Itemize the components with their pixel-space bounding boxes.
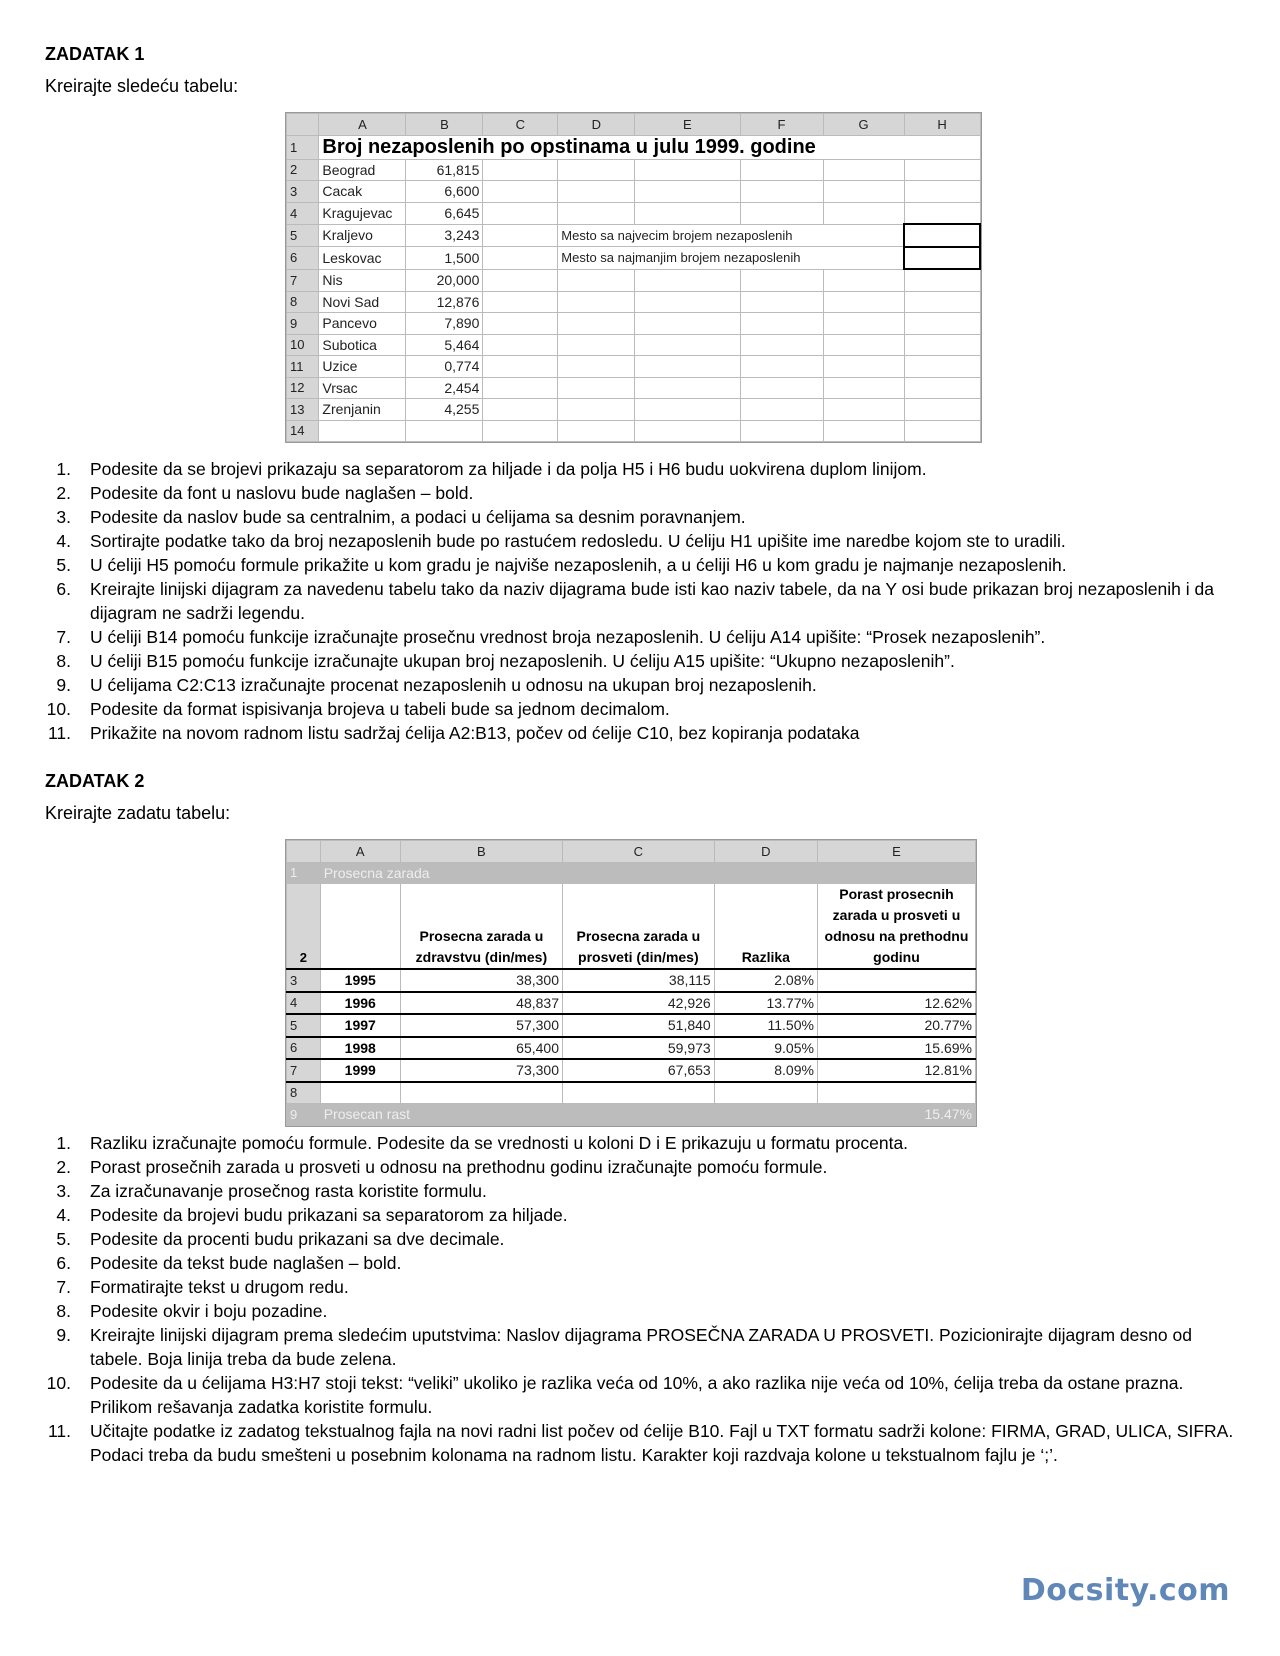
row-number: 6 [287, 1037, 321, 1060]
table-row [287, 202, 981, 224]
column-header [287, 841, 321, 863]
city-cell: Kraljevo [319, 224, 406, 247]
item-text: Kreirajte linijski dijagram za navedenu tabelu tako da naziv dijagrama bude isti kao naziv tabele, da na Y osi bude prikazan broj nezaposlenih i da dijagram ne sadrži legendu. [90, 579, 1214, 623]
table-row [287, 992, 976, 1015]
spreadsheet-2 [285, 839, 977, 1127]
item-number: 6. [56, 579, 71, 599]
item-number: 10. [46, 1372, 71, 1393]
column-header: A [320, 841, 400, 863]
row-number: 13 [287, 399, 319, 421]
value-cell: 2,454 [406, 377, 483, 399]
instruction-item [45, 1275, 1245, 1299]
item-number: 2. [56, 1156, 71, 1177]
instruction-item [45, 1251, 1245, 1275]
row-number: 12 [287, 377, 319, 399]
item-text: Podesite da brojevi budu prikazani sa separatorom za hiljade. [90, 1204, 568, 1225]
task2-heading: ZADATAK 2 [45, 771, 145, 791]
item-text: Učitajte podatke iz zadatog tekstualnog fajla na novi radni list počev od ćelije B10. Fajl u TXT formatu sadrži kolone: FIRMA, GRAD, ULICA, SIFRA. Podaci treba da budu smešteni u posebnim kolonama na radnom listu. Karakter koji razdvaja kolone u tekstualnom fajlu je ‘;’. [90, 1420, 1234, 1465]
instruction-item [45, 457, 1245, 481]
instruction-item [45, 625, 1245, 649]
city-cell: Nis [319, 269, 406, 291]
table-row [287, 969, 976, 992]
value-cell: 12,876 [406, 291, 483, 313]
row-number: 10 [287, 334, 319, 356]
city-cell: Kragujevac [319, 202, 406, 224]
item-number: 3. [56, 507, 71, 527]
column-header [287, 114, 319, 136]
instruction-item [45, 1203, 1245, 1227]
value-cell: 0,774 [406, 356, 483, 378]
value-cell: 5,464 [406, 334, 483, 356]
avg-label: Prosecan rast [320, 1104, 817, 1126]
row-number: 3 [287, 181, 319, 203]
city-cell: Zrenjanin [319, 399, 406, 421]
row-number: 6 [287, 247, 319, 270]
instruction-item [45, 481, 1245, 505]
item-number: 4. [56, 531, 71, 551]
zdravstvo-cell: 65,400 [400, 1037, 562, 1060]
item-text: Podesite da naslov bude sa centralnim, a podaci u ćelijama sa desnim poravnanjem. [90, 507, 746, 527]
column-header: F [740, 114, 823, 136]
task1-intro: Kreirajte sledeću tabelu: [45, 76, 239, 96]
cell-h6 [904, 247, 980, 270]
column-header: G [823, 114, 904, 136]
cell-h5 [904, 224, 980, 247]
prosveta-cell: 59,973 [563, 1037, 715, 1060]
item-text: U ćeliji B15 pomoću funkcije izračunajte ukupan broj nezaposlenih. U ćeliju A15 upišite: “Ukupno nezaposlenih”. [90, 651, 955, 671]
item-text: Za izračunavanje prosečnog rasta koristite formulu. [90, 1180, 487, 1201]
docsity-logo: Docsity.com [1020, 1573, 1230, 1608]
razlika-cell: 13.77% [714, 992, 817, 1015]
instruction-item [45, 529, 1245, 553]
value-cell: 1,500 [406, 247, 483, 270]
item-text: Porast prosečnih zarada u prosveti u odnosu na prethodnu godinu izračunajte pomoću formule. [90, 1156, 828, 1177]
column-header: E [635, 114, 740, 136]
prosveta-cell: 67,653 [563, 1059, 715, 1082]
item-text: Podesite da u ćelijama H3:H7 stoji tekst: “veliki” ukoliko je razlika veća od 10%, a ako razlika nije veća od 10%, ćelija treba da ostane prazna. Prilikom rešavanja zadatka koristite formulu. [90, 1372, 1184, 1417]
item-number: 1. [56, 1132, 71, 1153]
value-cell: 61,815 [406, 159, 483, 181]
instruction-item [45, 1419, 1245, 1467]
zdravstvo-cell: 38,300 [400, 969, 562, 992]
item-number: 6. [56, 1252, 71, 1273]
zdravstvo-cell: 48,837 [400, 992, 562, 1015]
row-number: 3 [287, 969, 321, 992]
row-number: 11 [287, 356, 319, 378]
item-text: Prikažite na novom radnom listu sadržaj ćelija A2:B13, počev od ćelije C10, bez kopiranja podataka [90, 723, 860, 743]
table-row [287, 181, 981, 203]
item-number: 8. [56, 1300, 71, 1321]
instruction-item [45, 673, 1245, 697]
table-row [287, 377, 981, 399]
task2-instructions [45, 1131, 1245, 1467]
column-header-row [287, 841, 976, 863]
item-text: Razliku izračunajte pomoću formule. Podesite da se vrednosti u koloni D i E prikazuju u formatu procenta. [90, 1132, 909, 1153]
row-number: 4 [287, 202, 319, 224]
instruction-item [45, 505, 1245, 529]
column-header: C [483, 114, 558, 136]
item-text: U ćelijama C2:C13 izračunajte procenat nezaposlenih u odnosu na ukupan broj nezaposlenih. [90, 675, 817, 695]
row-number: 14 [287, 420, 319, 442]
razlika-cell: 11.50% [714, 1014, 817, 1037]
row-number: 5 [287, 224, 319, 247]
year-cell: 1999 [320, 1059, 400, 1082]
row-number: 9 [287, 313, 319, 335]
column-header-row [287, 114, 981, 136]
city-cell: Uzice [319, 356, 406, 378]
item-number: 11. [47, 723, 71, 743]
row-number: 7 [287, 269, 319, 291]
column-header: E [817, 841, 975, 863]
row-number: 4 [287, 992, 321, 1015]
table-row [287, 1059, 976, 1082]
table-row [287, 269, 981, 291]
task2-intro: Kreirajte zadatu tabelu: [45, 803, 231, 823]
value-cell: 3,243 [406, 224, 483, 247]
row-number: 1 [287, 135, 319, 159]
label-min: Mesto sa najmanjim brojem nezaposlenih [558, 247, 904, 270]
porast-cell [817, 969, 975, 992]
header-porast: Porast prosecnih zarada u prosveti u odnosu na prethodnu godinu [817, 884, 975, 970]
label-max: Mesto sa najvecim brojem nezaposlenih [558, 224, 904, 247]
zdravstvo-cell: 57,300 [400, 1014, 562, 1037]
row-number: 5 [287, 1014, 321, 1037]
city-cell: Leskovac [319, 247, 406, 270]
value-cell: 6,600 [406, 181, 483, 203]
table-row [287, 334, 981, 356]
city-cell: Novi Sad [319, 291, 406, 313]
razlika-cell: 8.09% [714, 1059, 817, 1082]
instruction-item [45, 649, 1245, 673]
razlika-cell: 2.08% [714, 969, 817, 992]
value-cell: 6,645 [406, 202, 483, 224]
item-number: 9. [56, 1324, 71, 1345]
header-prosveta: Prosecna zarada u prosveti (din/mes) [563, 884, 715, 970]
item-number: 10. [46, 699, 71, 719]
row-number: 2 [287, 159, 319, 181]
instruction-item [45, 1179, 1245, 1203]
column-header: B [400, 841, 562, 863]
header-zdravstvo: Prosecna zarada u zdravstvu (din/mes) [400, 884, 562, 970]
table-row [287, 356, 981, 378]
row-number: 8 [287, 1082, 321, 1104]
instruction-item [45, 553, 1245, 577]
row-number: 7 [287, 1059, 321, 1082]
task1-instructions [45, 457, 1245, 745]
column-header: D [714, 841, 817, 863]
porast-cell: 12.81% [817, 1059, 975, 1082]
table-row [287, 224, 981, 247]
item-number: 11. [47, 1420, 71, 1441]
spreadsheet-1 [285, 112, 982, 443]
item-number: 5. [56, 555, 71, 575]
city-cell: Beograd [319, 159, 406, 181]
year-cell: 1996 [320, 992, 400, 1015]
porast-cell: 12.62% [817, 992, 975, 1015]
table-row [287, 399, 981, 421]
year-cell: 1998 [320, 1037, 400, 1060]
item-text: Podesite da tekst bude naglašen – bold. [90, 1252, 402, 1273]
item-text: Kreirajte linijski dijagram prema sledećim uputstvima: Naslov dijagrama PROSEČNA ZARADA U PROSVETI. Pozicionirajte dijagram desno od tabele. Boja linija treba da bude zelena. [90, 1324, 1192, 1369]
row-number: 2 [287, 884, 321, 970]
row-number: 1 [287, 862, 321, 884]
table-row [287, 291, 981, 313]
item-number: 8. [56, 651, 71, 671]
item-text: Formatirajte tekst u drugom redu. [90, 1276, 349, 1297]
item-text: Sortirajte podatke tako da broj nezaposlenih bude po rastućem redosledu. U ćeliju H1 upišite ime naredbe kojom ste to uradili. [90, 531, 1066, 551]
item-number: 7. [56, 627, 71, 647]
prosveta-cell: 51,840 [563, 1014, 715, 1037]
value-cell: 20,000 [406, 269, 483, 291]
item-number: 3. [56, 1180, 71, 1201]
instruction-item [45, 577, 1245, 625]
item-number: 1. [56, 459, 71, 479]
table-row [287, 1037, 976, 1060]
instruction-item [45, 697, 1245, 721]
row-number: 9 [287, 1104, 321, 1126]
item-text: Podesite okvir i boju pozadine. [90, 1300, 328, 1321]
sheet2-title: Prosecna zarada [320, 862, 975, 884]
column-header: H [904, 114, 980, 136]
city-cell: Subotica [319, 334, 406, 356]
table-row [287, 1014, 976, 1037]
item-text: U ćeliji H5 pomoću formule prikažite u kom gradu je najviše nezaposlenih, a u ćeliji H6 u kom gradu je najmanje nezaposlenih. [90, 555, 1067, 575]
porast-cell: 20.77% [817, 1014, 975, 1037]
item-text: U ćeliji B14 pomoću funkcije izračunajte prosečnu vrednost broja nezaposlenih. U ćeliju A14 upišite: “Prosek nezaposlenih”. [90, 627, 1046, 647]
zdravstvo-cell: 73,300 [400, 1059, 562, 1082]
city-cell: Vrsac [319, 377, 406, 399]
instruction-item [45, 1371, 1245, 1419]
item-number: 7. [56, 1276, 71, 1297]
instruction-item [45, 1155, 1245, 1179]
table-row [287, 247, 981, 270]
item-text: Podesite da font u naslovu bude naglašen – bold. [90, 483, 474, 503]
city-cell: Cacak [319, 181, 406, 203]
prosveta-cell: 38,115 [563, 969, 715, 992]
column-header: C [563, 841, 715, 863]
razlika-cell: 9.05% [714, 1037, 817, 1060]
porast-cell: 15.69% [817, 1037, 975, 1060]
value-cell: 4,255 [406, 399, 483, 421]
city-cell: Pancevo [319, 313, 406, 335]
task1-heading: ZADATAK 1 [45, 44, 145, 64]
item-number: 9. [56, 675, 71, 695]
instruction-item [45, 721, 1245, 745]
column-header: D [558, 114, 635, 136]
table-row [287, 159, 981, 181]
instruction-item [45, 1323, 1245, 1371]
prosveta-cell: 42,926 [563, 992, 715, 1015]
item-number: 2. [56, 483, 71, 503]
year-cell: 1997 [320, 1014, 400, 1037]
value-cell: 7,890 [406, 313, 483, 335]
item-number: 4. [56, 1204, 71, 1225]
item-text: Podesite da se brojevi prikazaju sa separatorom za hiljade i da polja H5 i H6 budu uokvirena duplom linijom. [90, 459, 927, 479]
item-text: Podesite da procenti budu prikazani sa dve decimale. [90, 1228, 505, 1249]
header-razlika: Razlika [714, 884, 817, 970]
sheet1-title: Broj nezaposlenih po opstinama u julu 1999. godine [319, 135, 980, 159]
column-header: B [406, 114, 483, 136]
item-text: Podesite da format ispisivanja brojeva u tabeli bude sa jednom decimalom. [90, 699, 670, 719]
instruction-item [45, 1227, 1245, 1251]
item-number: 5. [56, 1228, 71, 1249]
instruction-item [45, 1299, 1245, 1323]
avg-value: 15.47% [817, 1104, 975, 1126]
column-header: A [319, 114, 406, 136]
row-number: 8 [287, 291, 319, 313]
instruction-item [45, 1131, 1245, 1155]
table-row [287, 313, 981, 335]
document-page [45, 40, 1245, 1467]
year-cell: 1995 [320, 969, 400, 992]
